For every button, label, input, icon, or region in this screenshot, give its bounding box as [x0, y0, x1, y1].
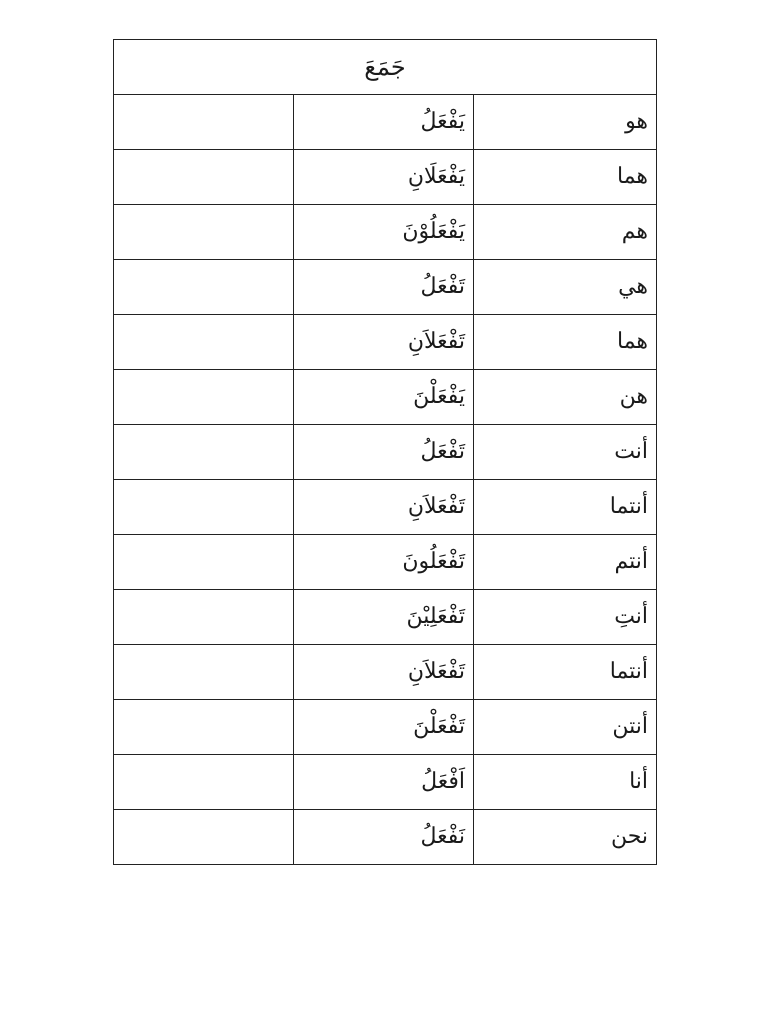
- empty-answer-cell: [114, 755, 294, 810]
- verb-form-cell: اَفْعَلُ: [294, 755, 474, 810]
- pronoun-cell: أنتم: [474, 535, 657, 590]
- empty-answer-cell: [114, 810, 294, 865]
- pronoun-cell: هما: [474, 315, 657, 370]
- table-row: [114, 535, 657, 590]
- empty-answer-cell: [114, 370, 294, 425]
- verb-form-cell: يَفْعَلُ: [294, 95, 474, 150]
- verb-form-cell: تَفْعَلُونَ: [294, 535, 474, 590]
- table-title: جَمَعَ: [114, 40, 657, 95]
- table-row: [114, 95, 657, 150]
- verb-form-cell: تَفْعَلُ: [294, 260, 474, 315]
- pronoun-cell: هن: [474, 370, 657, 425]
- pronoun-cell: أنتما: [474, 480, 657, 535]
- empty-answer-cell: [114, 590, 294, 645]
- table-row: [114, 260, 657, 315]
- table-row: [114, 315, 657, 370]
- pronoun-cell: أنت: [474, 425, 657, 480]
- empty-answer-cell: [114, 480, 294, 535]
- empty-answer-cell: [114, 95, 294, 150]
- empty-answer-cell: [114, 150, 294, 205]
- verb-form-cell: تَفْعَلُ: [294, 425, 474, 480]
- table-row: [114, 480, 657, 535]
- empty-answer-cell: [114, 315, 294, 370]
- pronoun-cell: أنتن: [474, 700, 657, 755]
- verb-form-cell: يَفْعَلُوْنَ: [294, 205, 474, 260]
- table-body: [114, 95, 657, 865]
- pronoun-cell: أنتما: [474, 645, 657, 700]
- pronoun-cell: هي: [474, 260, 657, 315]
- pronoun-cell: هم: [474, 205, 657, 260]
- empty-answer-cell: [114, 425, 294, 480]
- table-row: [114, 755, 657, 810]
- verb-form-cell: يَفْعَلْنَ: [294, 370, 474, 425]
- empty-answer-cell: [114, 205, 294, 260]
- empty-answer-cell: [114, 260, 294, 315]
- table-row: [114, 645, 657, 700]
- pronoun-cell: أنتِ: [474, 590, 657, 645]
- verb-form-cell: يَفْعَلَانِ: [294, 150, 474, 205]
- verb-form-cell: تَفْعَلاَنِ: [294, 315, 474, 370]
- verb-form-cell: تَفْعَلِيْنَ: [294, 590, 474, 645]
- verb-form-cell: تَفْعَلاَنِ: [294, 645, 474, 700]
- pronoun-cell: هما: [474, 150, 657, 205]
- pronoun-cell: أنا: [474, 755, 657, 810]
- table-row: [114, 150, 657, 205]
- empty-answer-cell: [114, 535, 294, 590]
- table-header-row: [114, 40, 657, 95]
- conjugation-table: [113, 39, 657, 865]
- verb-form-cell: تَفْعَلاَنِ: [294, 480, 474, 535]
- table-row: [114, 425, 657, 480]
- verb-form-cell: نَفْعَلُ: [294, 810, 474, 865]
- empty-answer-cell: [114, 700, 294, 755]
- empty-answer-cell: [114, 645, 294, 700]
- verb-form-cell: تَفْعَلْنَ: [294, 700, 474, 755]
- table-row: [114, 590, 657, 645]
- table-row: [114, 810, 657, 865]
- table-row: [114, 205, 657, 260]
- pronoun-cell: هو: [474, 95, 657, 150]
- table-row: [114, 700, 657, 755]
- table-row: [114, 370, 657, 425]
- pronoun-cell: نحن: [474, 810, 657, 865]
